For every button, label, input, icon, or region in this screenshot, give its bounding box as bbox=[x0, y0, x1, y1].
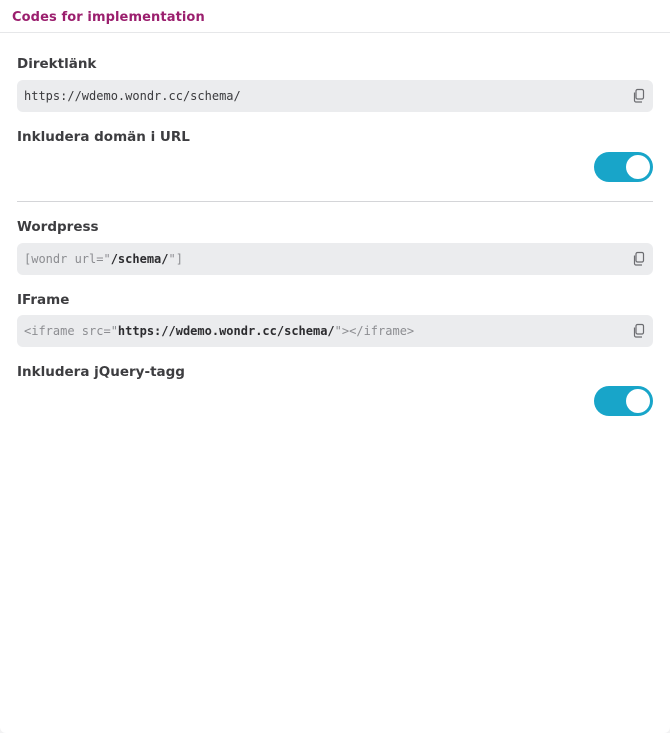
iframe-code[interactable] bbox=[17, 315, 653, 347]
panel-content bbox=[0, 33, 670, 430]
iframe-prefix: <iframe src=" bbox=[24, 324, 118, 338]
toggle-knob bbox=[626, 155, 650, 179]
wordpress-value: /schema/ bbox=[110, 252, 169, 266]
copy-icon[interactable] bbox=[632, 251, 646, 267]
direct-link-value: https://wdemo.wondr.cc/schema/ bbox=[24, 89, 241, 103]
wordpress-suffix: "] bbox=[168, 252, 183, 266]
panel-header bbox=[0, 0, 670, 33]
iframe-suffix: "></iframe> bbox=[334, 324, 415, 338]
wordpress-prefix: [wondr url=" bbox=[24, 252, 111, 266]
panel-title: Codes for implementation bbox=[12, 10, 205, 25]
include-domain-row bbox=[17, 151, 653, 195]
direct-link-label: Direktlänk bbox=[17, 56, 97, 72]
copy-icon[interactable] bbox=[632, 323, 646, 339]
toggle-knob bbox=[626, 389, 650, 413]
iframe-value: https://wdemo.wondr.cc/schema/ bbox=[117, 324, 335, 338]
include-domain-label: Inkludera domän i URL bbox=[17, 129, 190, 145]
iframe-label: IFrame bbox=[17, 292, 70, 308]
include-jquery-row bbox=[17, 386, 653, 430]
iframe-code-text bbox=[24, 324, 414, 338]
include-jquery-toggle[interactable] bbox=[594, 386, 653, 416]
wordpress-code-text bbox=[24, 252, 183, 266]
include-domain-toggle[interactable] bbox=[594, 152, 653, 182]
include-jquery-label: Inkludera jQuery-tagg bbox=[17, 364, 185, 380]
wordpress-code[interactable] bbox=[17, 243, 653, 275]
direct-link-code[interactable] bbox=[17, 80, 653, 112]
copy-icon[interactable] bbox=[632, 88, 646, 104]
wordpress-label: Wordpress bbox=[17, 219, 99, 235]
